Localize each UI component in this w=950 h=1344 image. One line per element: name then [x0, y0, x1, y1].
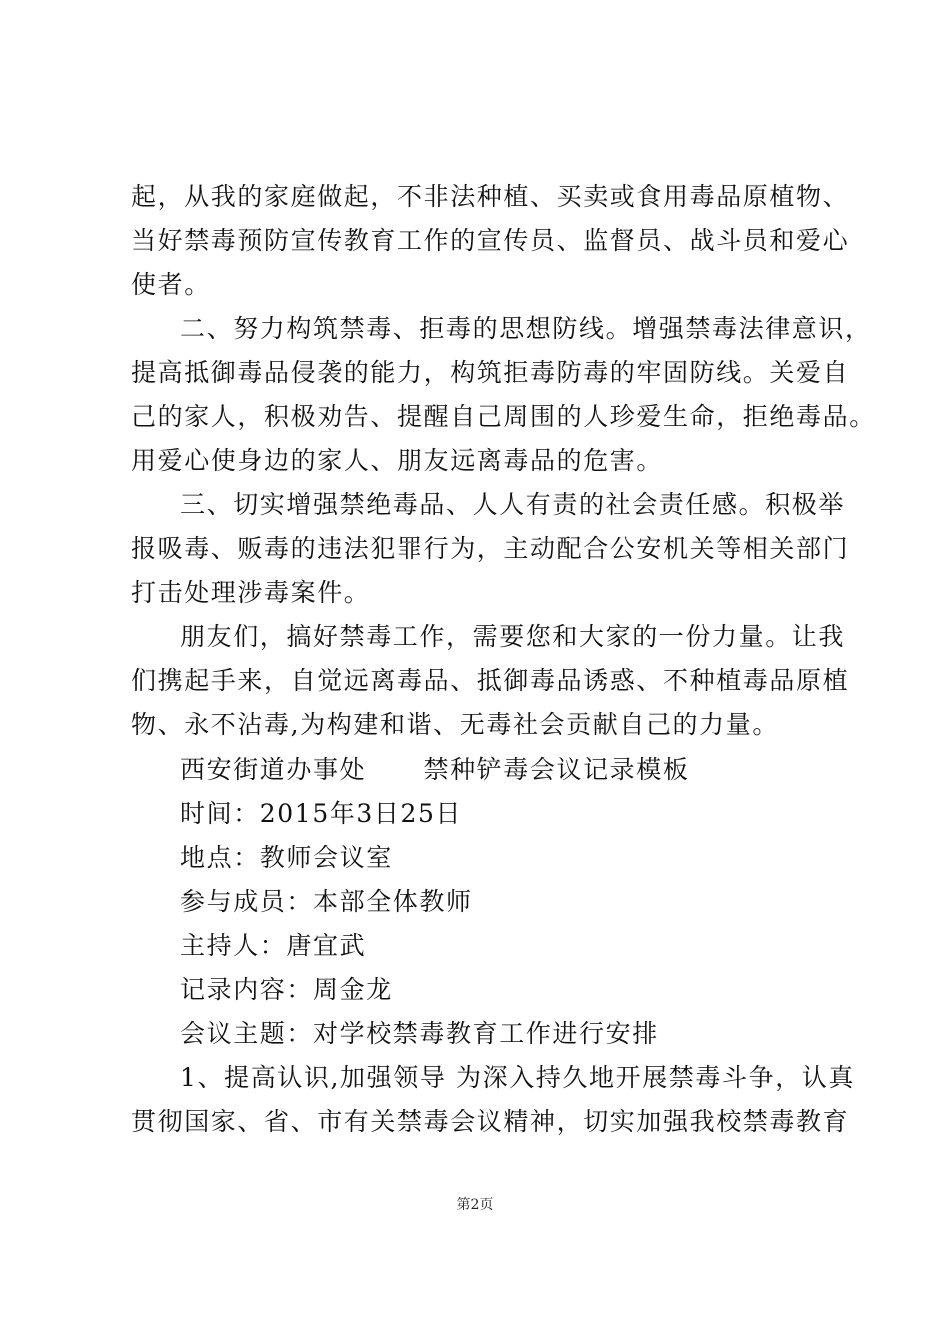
text-line: 物、永不沾毒,为构建和谐、无毒社会贡献自己的力量。 [131, 710, 779, 739]
meeting-topic: 会议主题：对学校禁毒教育工作进行安排 [180, 1019, 659, 1048]
text-line: 己的家人，积极劝告、提醒自己周围的人珍爱生命，拒绝毒品。 [131, 402, 876, 431]
text-line: 二、努力构筑禁毒、拒毒的思想防线。增强禁毒法律意识， [180, 314, 872, 343]
text-line: 打击处理涉毒案件。 [131, 578, 371, 607]
text-line: 报吸毒、贩毒的违法犯罪行为，主动配合公安机关等相关部门 [131, 534, 850, 563]
text-line: 提高抵御毒品侵袭的能力，构筑拒毒防毒的牢固防线。关爱自 [131, 358, 850, 387]
text-line: 1、提高认识,加强领导 为深入持久地开展禁毒斗争，认真 [180, 1063, 856, 1092]
text-line: 用爱心使身边的家人、朋友远离毒品的危害。 [131, 446, 664, 475]
meeting-location: 地点：教师会议室 [180, 843, 393, 872]
text-line: 起，从我的家庭做起，不非法种植、买卖或食用毒品原植物、 [131, 182, 850, 211]
text-line: 们携起手来，自觉远离毒品、抵御毒品诱惑、不种植毒品原植 [131, 666, 850, 695]
text-line: 使者。 [131, 270, 211, 299]
page-number: 第2页 [456, 1197, 494, 1213]
text-line: 朋友们，搞好禁毒工作，需要您和大家的一份力量。让我 [180, 622, 846, 651]
meeting-time: 时间：2015年3日25日 [180, 799, 463, 828]
meeting-host: 主持人：唐宜武 [180, 931, 367, 960]
text-line: 贯彻国家、省、市有关禁毒会议精神，切实加强我校禁毒教育 [131, 1107, 850, 1136]
text-line: 三、切实增强禁绝毒品、人人有责的社会责任感。积极举 [180, 490, 846, 519]
heading-line: 西安街道办事处 禁种铲毒会议记录模板 [180, 755, 690, 784]
meeting-participants: 参与成员：本部全体教师 [180, 887, 473, 916]
meeting-recorder: 记录内容：周金龙 [180, 975, 393, 1004]
text-line: 当好禁毒预防宣传教育工作的宣传员、监督员、战斗员和爱心 [131, 226, 850, 255]
